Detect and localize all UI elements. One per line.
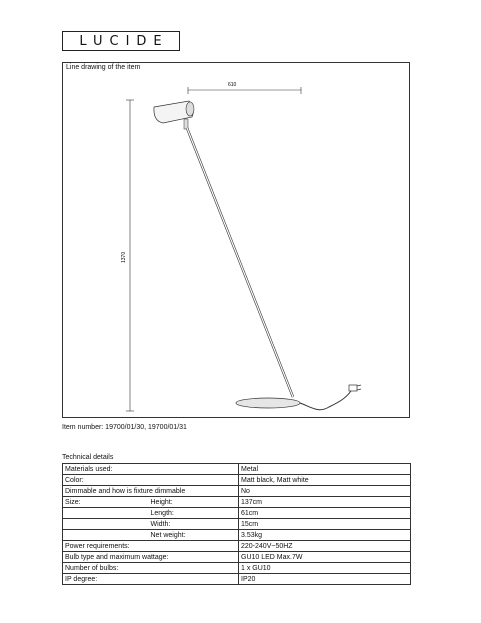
height-dimension-label: 1370 xyxy=(121,251,127,263)
table-row: Number of bulbs: 1 x GU10 xyxy=(63,563,411,574)
width-dimension-label: 610 xyxy=(228,82,237,88)
power-cable xyxy=(300,391,351,410)
technical-details-title: Technical details xyxy=(62,454,114,461)
line-drawing-panel xyxy=(62,62,410,418)
floor-lamp-drawing xyxy=(63,63,411,419)
table-row: IP degree: IP20 xyxy=(63,574,411,585)
table-row: Width: 15cm xyxy=(63,519,411,530)
table-row: Size: Height: 137cm xyxy=(63,497,411,508)
table-row: Bulb type and maximum wattage: GU10 LED Max.7W xyxy=(63,552,411,563)
brand-logo: LUCIDE xyxy=(62,31,180,51)
table-row: Length: 61cm xyxy=(63,508,411,519)
table-row: Materials used: Metal xyxy=(63,464,411,475)
drawing-caption: Line drawing of the item xyxy=(66,64,141,71)
table-row: Color: Matt black, Matt white xyxy=(63,475,411,486)
table-row: Dimmable and how is fixture dimmable No xyxy=(63,486,411,497)
table-row: Net weight: 3.53kg xyxy=(63,530,411,541)
table-row: Power requirements: 220-240V~50HZ xyxy=(63,541,411,552)
technical-details-table xyxy=(62,463,411,585)
item-number: Item number: 19700/01/30, 19700/01/31 xyxy=(62,424,187,431)
lamp-base xyxy=(236,398,300,408)
plug-icon xyxy=(349,385,357,391)
